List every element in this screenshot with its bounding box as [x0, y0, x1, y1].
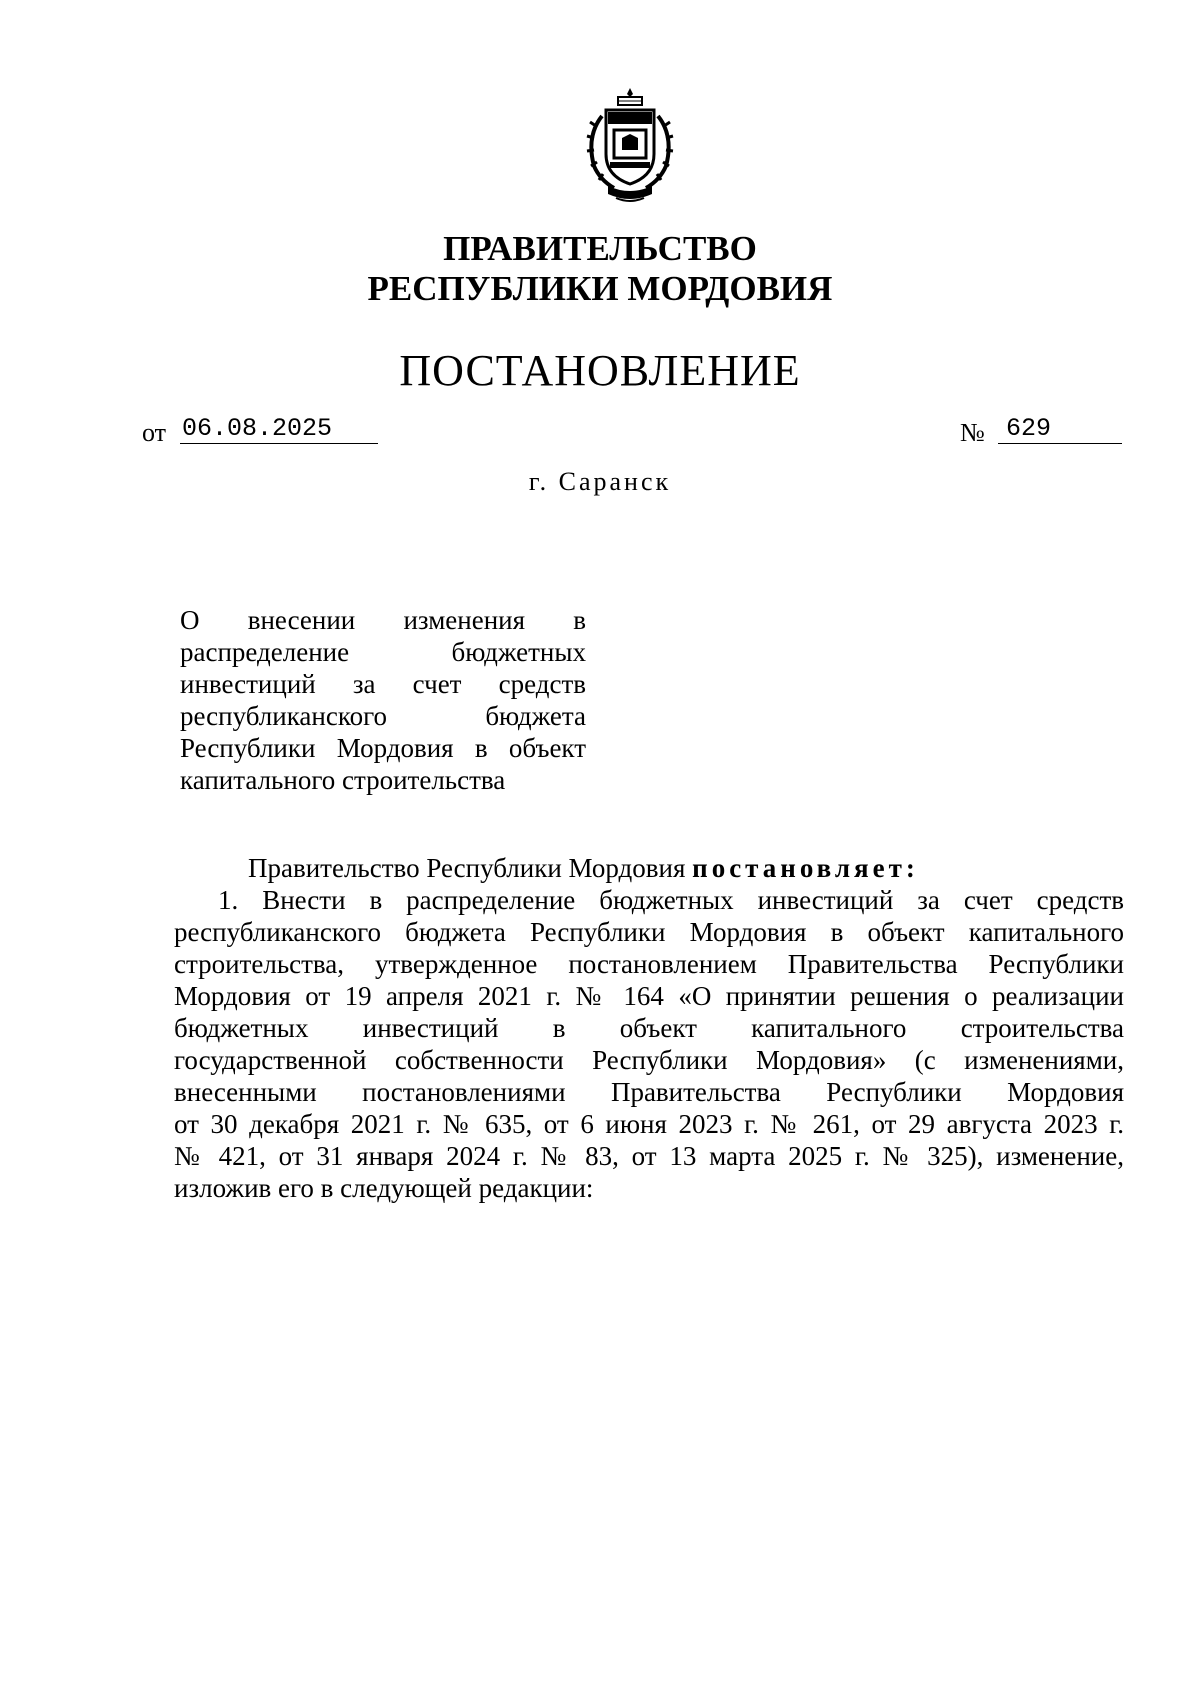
paragraph-line: от 30 декабря 2021 г. № 635, от 6 июня 2023 г. № 261, от 29 августа 2023 г. — [174, 1109, 1124, 1139]
paragraph-line: строительства, утвержденное постановлением Правительства Республики — [174, 949, 1124, 979]
organization-name-line-1: ПРАВИТЕЛЬСТВО — [443, 229, 757, 268]
paragraph-line: изложив его в следующей редакции: — [174, 1173, 594, 1203]
subject-line: инвестиций за счет средств — [180, 669, 586, 699]
paragraph-line: Мордовия от 19 апреля 2021 г. № 164 «О принятии решения о реализации — [174, 981, 1124, 1011]
paragraph-line: 1. Внести в распределение бюджетных инвестиций за счет средств — [218, 885, 1124, 915]
preamble — [174, 852, 1124, 884]
preamble-verb: постановляет: — [692, 853, 919, 883]
coat-of-arms-icon — [578, 86, 682, 210]
document-subject — [180, 604, 586, 796]
paragraph-line: государственной собственности Республики Мордовия» (с изменениями, — [174, 1045, 1124, 1075]
paragraph-line: внесенными постановлениями Правительства Республики Мордовия — [174, 1077, 1124, 1107]
document-type-title: ПОСТАНОВЛЕНИЕ — [399, 346, 801, 395]
document-number: 629 — [998, 414, 1122, 444]
subject-line: О внесении изменения в — [180, 605, 586, 635]
paragraph-line: № 421, от 31 января 2024 г. № 83, от 13 марта 2025 г. № 325), изменение, — [174, 1141, 1124, 1171]
city-name: г. Саранск — [528, 467, 672, 496]
date-label: от — [142, 418, 167, 447]
subject-line: республиканского бюджета — [180, 701, 586, 731]
subject-line: распределение бюджетных — [180, 637, 586, 667]
subject-line: капитального строительства — [180, 765, 506, 795]
preamble-text: Правительство Республики Мордовия — [248, 853, 686, 883]
subject-line: Республики Мордовия в объект — [180, 733, 586, 763]
document-body — [174, 852, 1124, 1204]
document-date: 06.08.2025 — [180, 414, 378, 444]
paragraph-line: бюджетных инвестиций в объект капитального строительства — [174, 1013, 1124, 1043]
number-label: № — [960, 418, 985, 447]
organization-name-line-2: РЕСПУБЛИКИ МОРДОВИЯ — [367, 269, 833, 308]
paragraph-line: республиканского бюджета Республики Мордовия в объект капитального — [174, 917, 1124, 947]
